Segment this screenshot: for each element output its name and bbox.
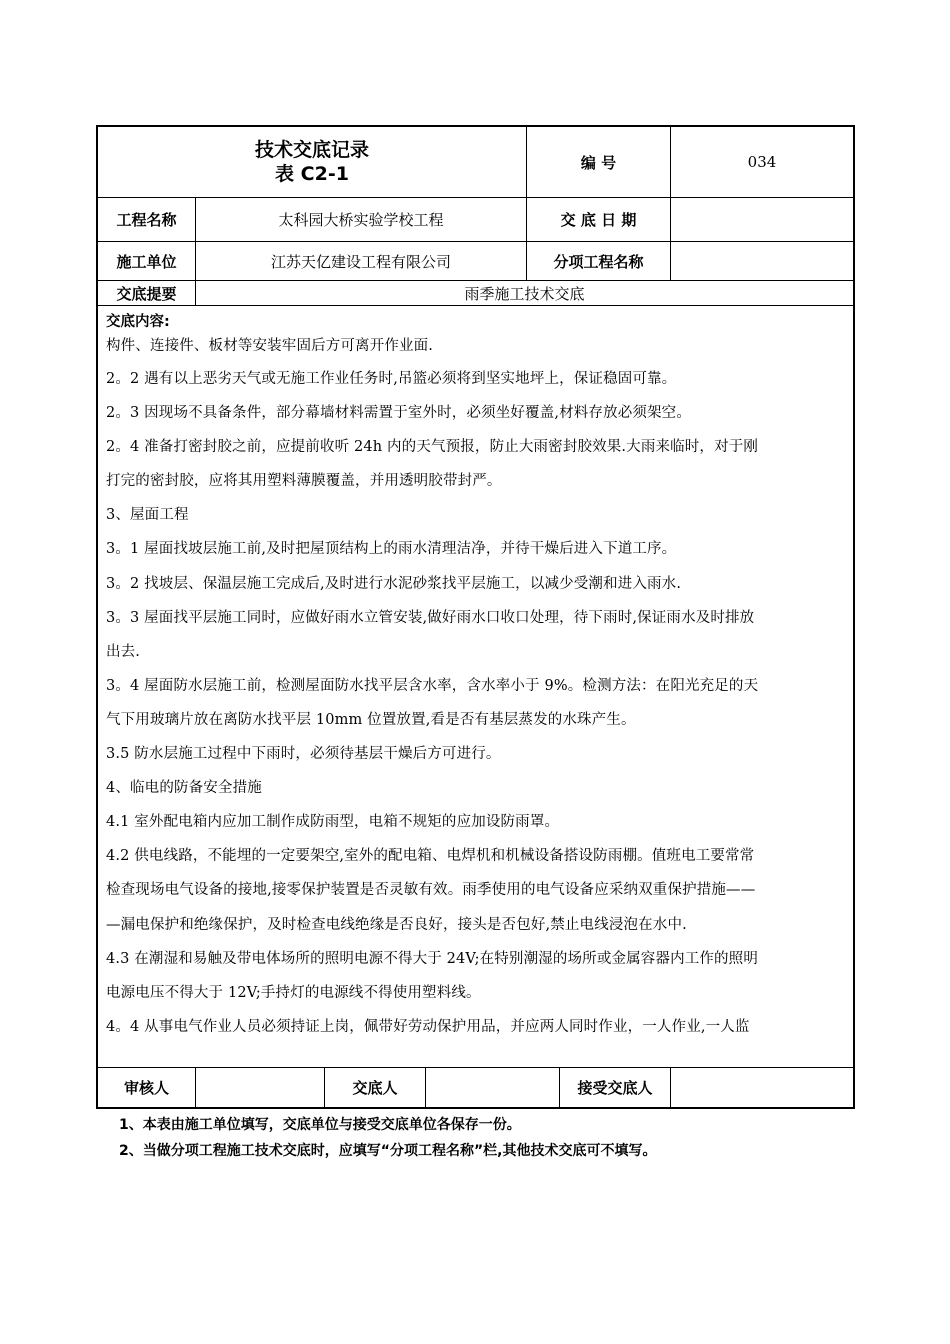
reviewer-value[interactable] bbox=[196, 1068, 324, 1107]
summary-value: 雨季施工技术交底 bbox=[464, 284, 585, 303]
contractor-value: 江苏天亿建设工程有限公司 bbox=[270, 252, 451, 271]
content-line: 4.1 室外配电箱内应加工制作成防雨型，电箱不规矩的应加设防雨罩。 bbox=[106, 814, 560, 831]
form-title bbox=[98, 127, 526, 197]
form-code: 表 C2-1 bbox=[275, 163, 349, 185]
receiver-label: 接受交底人 bbox=[577, 1079, 653, 1097]
content-line: —漏电保护和绝缘保护，及时检查电线绝缘是否良好，接头是否包好,禁止电线浸泡在水中. bbox=[106, 916, 687, 933]
summary-label: 交底提要 bbox=[116, 284, 177, 303]
content-line: 构件、连接件、板材等安装牢固后方可离开作业面. bbox=[106, 338, 434, 354]
content-line: 3。3 屋面找平层施工同时，应做好雨水立管安装,做好雨水口收口处理，待下雨时,保证雨水及时排放 bbox=[106, 609, 755, 626]
content-line: 2。2 遇有以上恶劣天气或无施工作业任务时,吊篮必须将到坚实地坪上，保证稳固可靠。 bbox=[106, 371, 677, 387]
content-line: 4、临电的防备安全措施 bbox=[106, 780, 262, 797]
content-line: 3、屋面工程 bbox=[106, 507, 189, 524]
form-notes bbox=[119, 1112, 656, 1164]
number-label: 编 号 bbox=[580, 153, 617, 172]
content-line: 电源电压不得大于 12V;手持灯的电源线不得使用塑料线。 bbox=[106, 984, 481, 1001]
content-line: 3.5 防水层施工过程中下雨时，必须待基层干燥后方可进行。 bbox=[106, 746, 501, 763]
row-divider bbox=[98, 305, 853, 306]
discloser-label: 交底人 bbox=[352, 1079, 398, 1097]
form-title-main: 技术交底记录 bbox=[254, 139, 369, 161]
content-line: 检查现场电气设备的接地,接零保护装置是否灵敏有效。雨季使用的电气设备应采纳双重保护措施—— bbox=[106, 882, 756, 899]
date-value[interactable] bbox=[671, 198, 853, 241]
project-name-value: 太科园大桥实验学校工程 bbox=[278, 211, 444, 229]
contractor-label: 施工单位 bbox=[116, 252, 177, 271]
subproject-value[interactable] bbox=[671, 242, 853, 280]
content-line: 打完的密封胶，应将其用塑料薄膜覆盖，并用透明胶带封严。 bbox=[106, 473, 502, 490]
content-line: 3。2 找坡层、保温层施工完成后,及时进行水泥砂浆找平层施工，以减少受潮和进入雨水. bbox=[106, 575, 682, 592]
date-label: 交 底 日 期 bbox=[560, 211, 637, 229]
content-line: 出去. bbox=[106, 643, 141, 660]
note-item: 1、本表由施工单位填写，交底单位与接受交底单位各保存一份。 bbox=[119, 1117, 521, 1133]
content-line: 2。3 因现场不具备条件，部分幕墙材料需置于室外时，必须坐好覆盖,材料存放必须架空。 bbox=[106, 405, 691, 422]
content-line: 3。4 屋面防水层施工前，检测屋面防水找平层含水率，含水率小于 9%。检测方法：在阳光充足的天 bbox=[106, 677, 759, 694]
note-item: 2、当做分项工程施工技术交底时，应填写“分项工程名称”栏,其他技术交底可不填写。 bbox=[119, 1143, 657, 1159]
content-line: 气下用玻璃片放在离防水找平层 10mm 位置放置,看是否有基层蒸发的水珠产生。 bbox=[106, 711, 636, 728]
subproject-label: 分项工程名称 bbox=[553, 252, 644, 271]
content-line: 2。4 准备打密封胶之前，应提前收听 24h 内的天气预报，防止大雨密封胶效果.大雨来临时，对于刚 bbox=[106, 439, 759, 456]
content-line: 4.2 供电线路，不能埋的一定要架空,室外的配电箱、电焊机和机械设备搭设防雨棚。值班电工要常常 bbox=[106, 848, 755, 865]
content-label: 交底内容: bbox=[106, 314, 170, 330]
content-line: 3。1 屋面找坡层施工前,及时把屋顶结构上的雨水清理洁净，并待干燥后进入下道工序。 bbox=[106, 541, 677, 558]
content-line: 4。4 从事电气作业人员必须持证上岗，佩带好劳动保护用品，并应两人同时作业，一人作业,一人监 bbox=[106, 1018, 750, 1035]
discloser-value[interactable] bbox=[426, 1068, 559, 1107]
project-name-label: 工程名称 bbox=[116, 211, 177, 229]
disclosure-content bbox=[106, 312, 851, 1044]
disclosure-form bbox=[96, 125, 855, 1109]
receiver-value[interactable] bbox=[671, 1068, 853, 1107]
reviewer-label: 审核人 bbox=[123, 1079, 169, 1097]
content-line: 4.3 在潮湿和易触及带电体场所的照明电源不得大于 24V;在特别潮湿的场所或金属容器内工作的照明 bbox=[106, 950, 758, 967]
number-value: 034 bbox=[747, 153, 777, 171]
